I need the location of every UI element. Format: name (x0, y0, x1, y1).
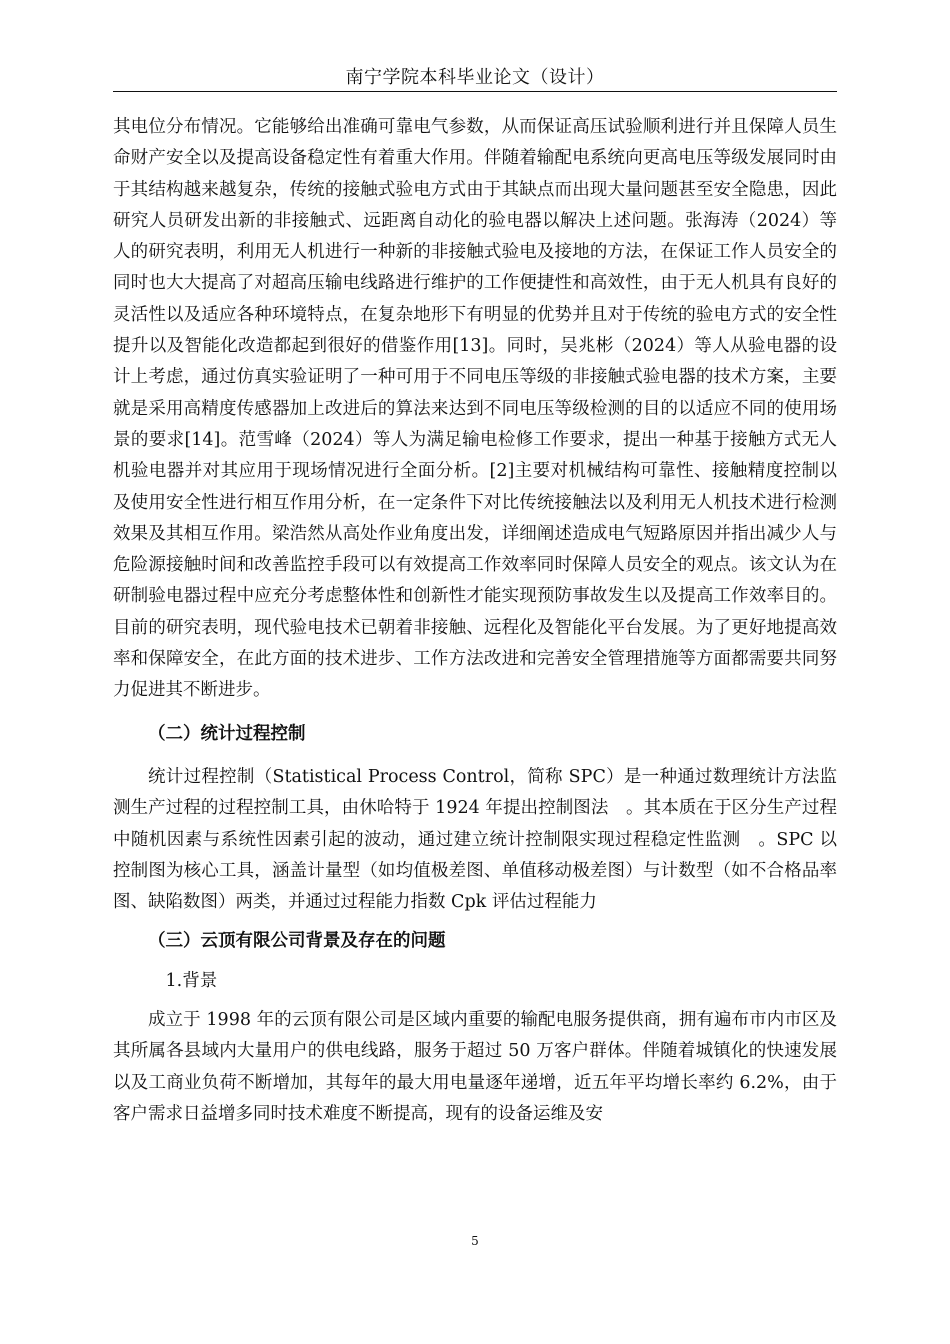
spacer (113, 707, 837, 719)
section-heading-spc: （二）统计过程控制 (148, 723, 306, 744)
spacer (113, 997, 837, 1005)
spacer (113, 750, 837, 762)
section-heading-company: （三）云顶有限公司背景及存在的问题 (148, 931, 446, 952)
body-paragraph-2: 统计过程控制（Statistical Process Control，简称 SPC）是一种通过数理统计方法监测生产过程的过程控制工具，由休哈特于 1924 年提出控制图法 。其本质在于区分生产过程中随机因素与系统性因素引起的波动，通过建立统计控制限实现过程稳定性监测 。SPC 以控制图为核心工具，涵盖计量型（如均值极差图、单值移动极差图）与计数型（如不合格品率图、缺陷数图）两类，并通过过程能力指数 Cpk 评估过程能力 (113, 766, 837, 913)
page-content (113, 112, 837, 1130)
spacer (113, 918, 837, 926)
sub-heading-background: 1.背景 (165, 970, 218, 991)
spacer (113, 958, 837, 966)
page-header-title: 南宁学院本科毕业论文（设计） (345, 67, 605, 88)
body-paragraph-3: 成立于 1998 年的云顶有限公司是区域内重要的输配电服务提供商，拥有遍布市内市区及其所属各县域内大量用户的供电线路，服务于超过 50 万客户群体。伴随着城镇化的快速发展以及工商业负荷不断增加，其每年的最大用电量逐年递增，近五年平均增长率约 6.2%，由于客户需求日益增多同时技术难度不断提高，现有的设备运维及安 (113, 1010, 837, 1124)
body-paragraph-1: 其电位分布情况。它能够给出准确可靠电气参数，从而保证高压试验顺利进行并且保障人员生命财产安全以及提高设备稳定性有着重大作用。伴随着输配电系统向更高电压等级发展同时由于其结构越来越复杂，传统的接触式验电方式由于其缺点而出现大量问题甚至安全隐患，因此研究人员研发出新的非接触式、远距离自动化的验电器以解决上述问题。张海涛（2024）等人的研究表明，利用无人机进行一种新的非接触式验电及接地的方法，在保证工作人员安全的同时也大大提高了对超高压输电线路进行维护的工作便捷性和高效性，由于无人机具有良好的灵活性以及适应各种环境特点，在复杂地形下有明显的优势并且对于传统的验电方式的安全性提升以及智能化改造都起到很好的借鉴作用[13]。同时，吴兆彬（2024）等人从验电器的设计上考虑，通过仿真实验证明了一种可用于不同电压等级的非接触式验电器的技术方案，主要就是采用高精度传感器加上改进后的算法来达到不同电压等级检测的目的以适应不同的使用场景的要求[14]。范雪峰（2024）等人为满足输电检修工作要求，提出一种基于接触方式无人机验电器并对其应用于现场情况进行全面分析。[2]主要对机械结构可靠性、接触精度控制以及使用安全性进行相互作用分析，在一定条件下对比传统接触法以及利用无人机技术进行检测效果及其相互作用。梁浩然从高处作业角度出发，详细阐述造成电气短路原因并指出减少人与危险源接触时间和改善监控手段可以有效提高工作效率同时保障人员安全的观点。该文认为在研制验电器过程中应充分考虑整体性和创新性才能实现预防事故发生以及提高工作效率目的。目前的研究表明，现代验电技术已朝着非接触、远程化及智能化平台发展。为了更好地提高效率和保障安全，在此方面的技术进步、工作方法改进和完善安全管理措施等方面都需要共同努力促进其不断进步。 (113, 117, 837, 701)
page-number: 5 (471, 1234, 479, 1248)
header-divider (113, 91, 837, 92)
